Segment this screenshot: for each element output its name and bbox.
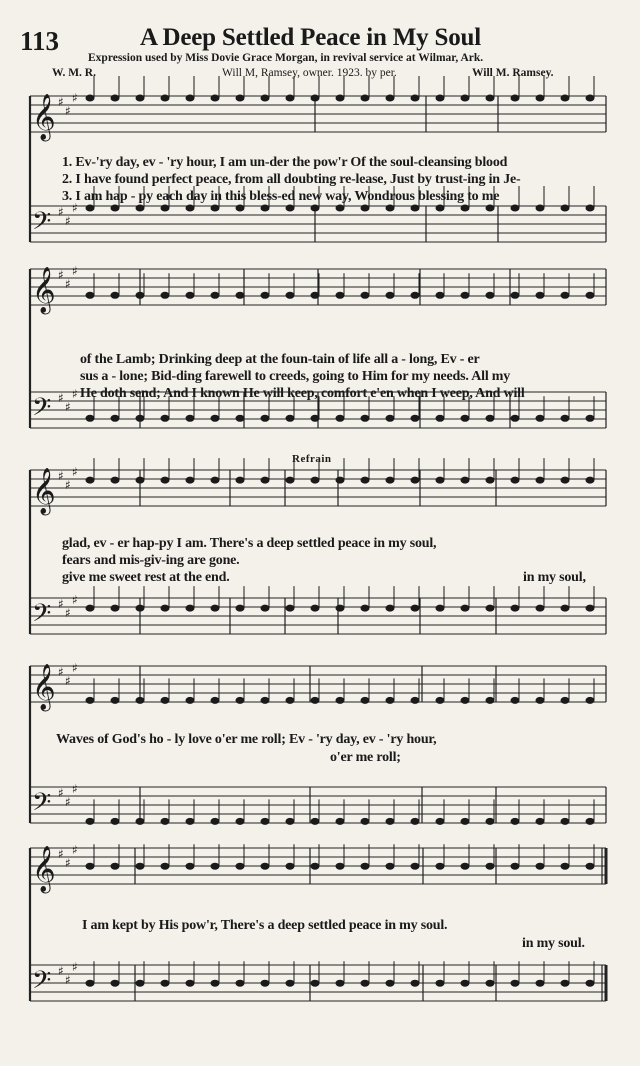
svg-text:♯: ♯: [65, 856, 71, 870]
s2-verse1: of the Lamb; Drinking deep at the foun-tain of life all a - long, Ev - er: [80, 352, 480, 367]
svg-text:♯: ♯: [65, 795, 71, 809]
s2-verse3: He doth send; And I known He will keep, comfort e'en when I weep, And will: [80, 386, 525, 401]
svg-text:𝄢: 𝄢: [32, 207, 52, 242]
s4-line: Waves of God's ho - ly love o'er me roll; Ev - 'ry day, ev - 'ry hour,: [56, 732, 437, 747]
author-initials: W. M. R.: [52, 67, 96, 79]
hymn-number: 113: [20, 26, 60, 56]
hymn-title: A Deep Settled Peace in My Soul: [140, 24, 481, 51]
svg-text:♯: ♯: [72, 593, 78, 607]
svg-text:♯: ♯: [58, 665, 64, 679]
s3-verse2: fears and mis-giv-ing are gone.: [62, 553, 240, 568]
svg-text:♯: ♯: [65, 478, 71, 492]
svg-text:♯: ♯: [65, 674, 71, 688]
svg-text:𝄞: 𝄞: [32, 267, 56, 313]
svg-text:𝄞: 𝄞: [32, 468, 56, 514]
composer-name: Will M. Ramsey.: [472, 67, 554, 79]
svg-text:♯: ♯: [58, 205, 64, 219]
svg-text:♯: ♯: [72, 843, 78, 857]
svg-text:♯: ♯: [65, 400, 71, 414]
s3-verse3: give me sweet rest at the end.: [62, 570, 230, 585]
svg-text:𝄢: 𝄢: [32, 788, 52, 823]
svg-text:♯: ♯: [72, 782, 78, 796]
svg-text:♯: ♯: [65, 104, 71, 118]
notes: [86, 76, 594, 986]
svg-text:♯: ♯: [72, 960, 78, 974]
svg-text:♯: ♯: [72, 201, 78, 215]
s3-verse1: glad, ev - er hap-py I am. There's a deep settled peace in my soul,: [62, 536, 437, 551]
svg-text:♯: ♯: [58, 847, 64, 861]
svg-text:♯: ♯: [65, 277, 71, 291]
svg-text:♯: ♯: [58, 391, 64, 405]
s1-verse2: 2. I have found perfect peace, from all doubting re-lease, Just by trust-ing in Je-: [62, 172, 521, 187]
svg-text:𝄢: 𝄢: [32, 599, 52, 634]
svg-text:♯: ♯: [72, 387, 78, 401]
svg-text:𝄞: 𝄞: [32, 664, 56, 710]
svg-text:♯: ♯: [58, 597, 64, 611]
svg-text:♯: ♯: [72, 661, 78, 675]
copyright-notice: Will M, Ramsey, owner. 1923. by per.: [222, 67, 397, 79]
hymn-credit: Expression used by Miss Dovie Grace Morgan, in revival service at Wilmar, Ark.: [88, 52, 484, 64]
svg-text:♯: ♯: [72, 264, 78, 278]
svg-text:𝄞: 𝄞: [32, 846, 56, 892]
s4-echo: o'er me roll;: [330, 750, 401, 765]
svg-text:♯: ♯: [58, 95, 64, 109]
svg-text:♯: ♯: [72, 465, 78, 479]
svg-text:♯: ♯: [65, 606, 71, 620]
s1-verse3: 3. I am hap - py each day in this bless-ed new way, Wondrous blessing to me: [62, 189, 500, 204]
svg-text:𝄢: 𝄢: [32, 393, 52, 428]
svg-text:♯: ♯: [65, 214, 71, 228]
svg-text:𝄢: 𝄢: [32, 966, 52, 1001]
svg-text:♯: ♯: [58, 964, 64, 978]
s2-verse2: sus a - lone; Bid-ding farewell to creeds, going to Him for my needs. All my: [80, 369, 511, 384]
svg-text:𝄞: 𝄞: [32, 94, 56, 140]
svg-text:♯: ♯: [58, 786, 64, 800]
svg-text:♯: ♯: [58, 469, 64, 483]
s5-line: I am kept by His pow'r, There's a deep settled peace in my soul.: [82, 918, 448, 933]
svg-text:♯: ♯: [58, 268, 64, 282]
s5-echo: in my soul.: [522, 936, 585, 951]
s1-verse1: 1. Ev-'ry day, ev - 'ry hour, I am un-der the pow'r Of the soul-cleansing blood: [62, 155, 508, 170]
s3-echo: in my soul,: [523, 570, 586, 585]
refrain-label: Refrain: [292, 453, 332, 465]
svg-text:♯: ♯: [72, 91, 78, 105]
svg-text:♯: ♯: [65, 973, 71, 987]
